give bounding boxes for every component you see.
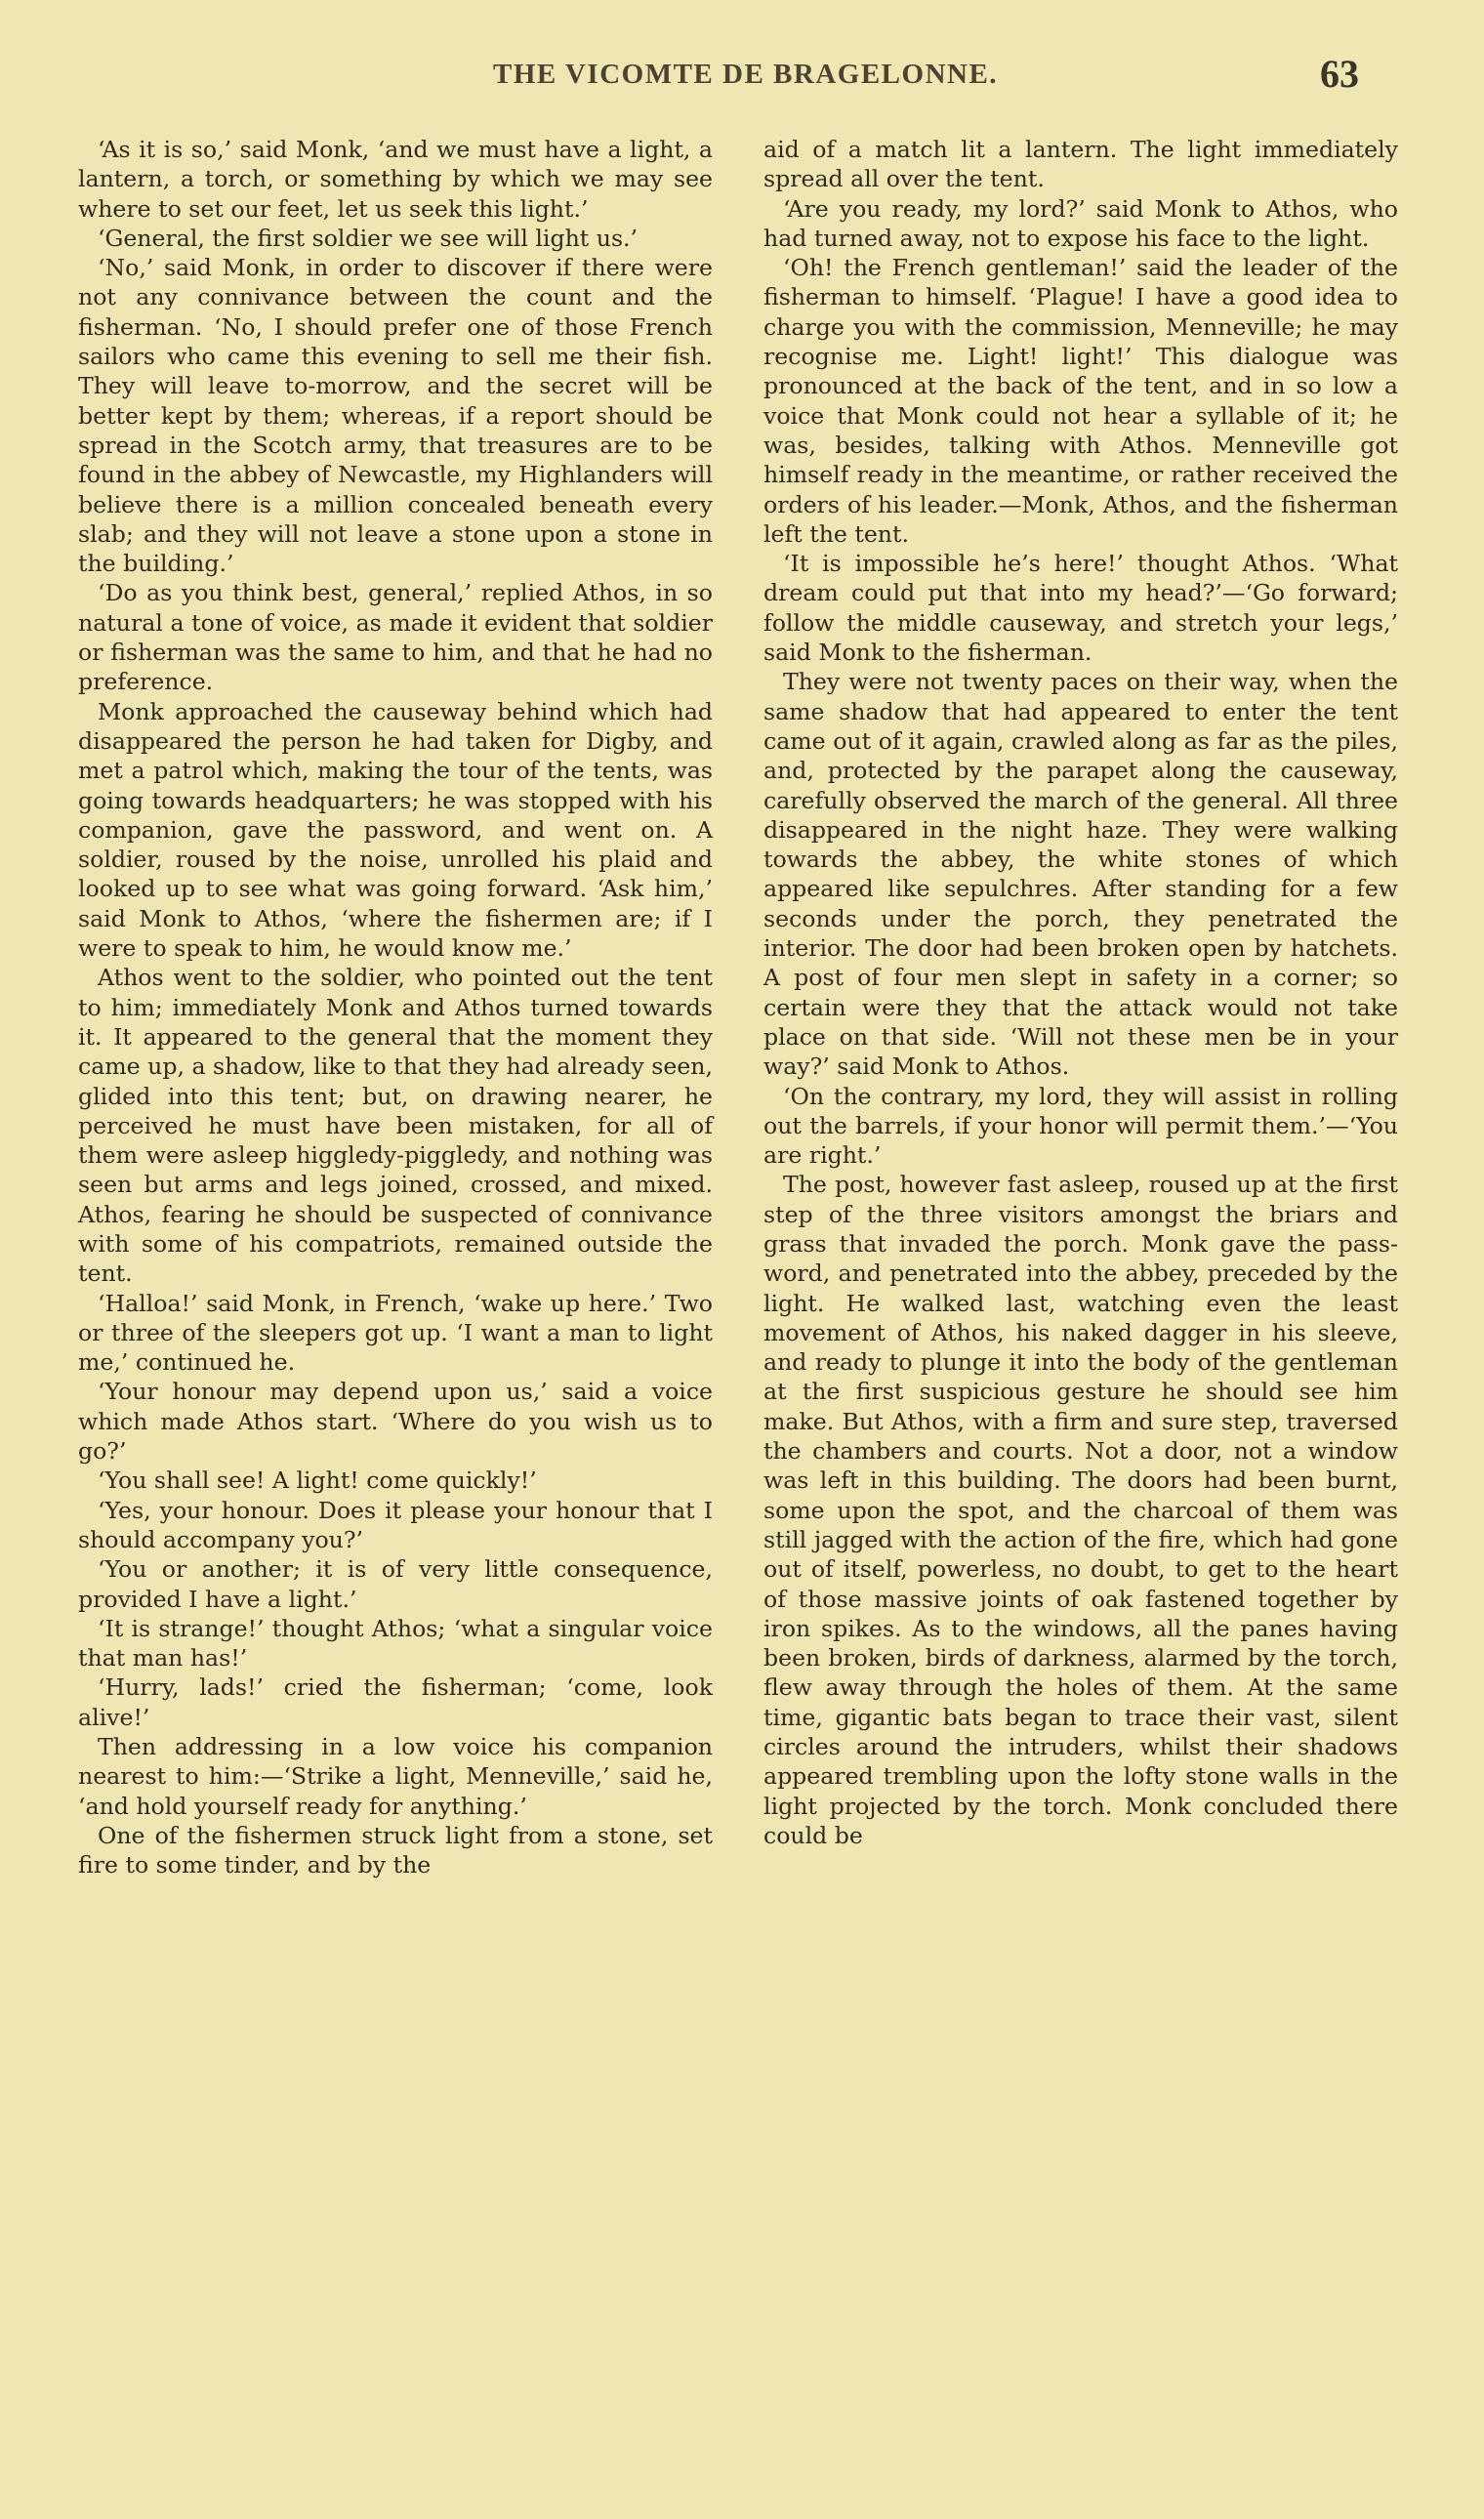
paragraph: ‘You shall see! A light! come quickly!’ — [98, 1466, 537, 1495]
paragraph: Monk approached the causeway behind which had disappeared the person he had taken for Digby, and met a patrol which, making the tour of the tents, was going towards headquarters; he was stopped with his companion, gave the password, and went on. A soldier, roused by the noise, unrolled his plaid and looked up to see what was going forward. ‘Ask him,’ said Monk to Athos, ‘where the fishermen are; if I were to speak to him, he would know me.’ — [78, 697, 713, 963]
page-header — [0, 51, 1484, 98]
paragraph: ‘Do as you think best, general,’ replied Athos, in so natural a tone of voice, as made it evident that soldier or fisherman was the same to him, and that he had no preference. — [78, 579, 713, 696]
paragraph: ‘No,’ said Monk, in order to discover if there were not any connivance between the count and the fisherman. ‘No, I should prefer one of those French sailors who came this evening to sell me their fish. They will leave to-morrow, and the secret will be better kept by them; whereas, if a report should be spread in the Scotch army, that treasures are to be found in the abbey of Newcastle, my Highlanders will believe there is a million concealed beneath every slab; and they will not leave a stone upon a stone in the building.’ — [78, 254, 713, 578]
paragraph: ‘Yes, your honour. Does it please your honour that I should accompany you?’ — [78, 1496, 713, 1553]
paragraph: One of the fishermen struck light from a stone, set fire to some tinder, and by the — [78, 1821, 713, 1879]
paragraph: Athos went to the soldier, who pointed out the tent to him; immediately Monk and Athos turned towards it. It appeared to the general that the moment they came up, a shadow, like to that they had already seen, glided into this tent; but, on drawing nearer, he perceived he must have been mistaken, for all of them were asleep higgledy-piggledy, and nothing was seen but arms and legs joined, crossed, and mixed. Athos, fearing he should be suspected of connivance with some of his compatriots, remained outside the tent. — [78, 964, 713, 1288]
paragraph: ‘Hurry, lads!’ cried the fisherman; ‘come, look alive!’ — [78, 1673, 713, 1731]
paragraph: ‘It is impossible he’s here!’ thought Athos. ‘What dream could put that into my head?’—‘Go forward; follow the middle causeway, and stretch your legs,’ said Monk to the fisherman. — [763, 550, 1398, 667]
paragraph: ‘It is strange!’ thought Athos; ‘what a singular voice that man has!’ — [78, 1614, 713, 1672]
paragraph: The post, however fast asleep, roused up at the first step of the three visitors amongst the briars and grass that invaded the porch. Monk gave the pass-word, and penetrated into the abbey, preceded by the light. He walked last, watching even the least movement of Athos, his naked dagger in his sleeve, and ready to plunge it into the body of the gentleman at the first suspicious gesture he should see him make. But Athos, with a firm and sure step, traversed the chambers and courts. Not a door, not a window was left in this building. The doors had been burnt, some upon the spot, and the charcoal of them was still jagged with the action of the fire, which had gone out of itself, powerless, no doubt, to get to the heart of those massive joints of oak fastened together by iron spikes. As to the windows, all the panes having been broken, birds of darkness, alarmed by the torch, flew away through the holes of them. At the same time, gigantic bats began to trace their vast, silent circles around the intruders, whilst their shadows appeared trembling upon the lofty stone walls in the light projected by the torch. Monk concluded there could be — [763, 1171, 1398, 1849]
paragraph: ‘You or another; it is of very little consequence, provided I have a light.’ — [78, 1555, 713, 1613]
paragraph: ‘As it is so,’ said Monk, ‘and we must have a light, a lantern, a torch, or something by which we may see where to set our feet, let us seek this light.’ — [78, 136, 713, 223]
paragraph: ‘Halloa!’ said Monk, in French, ‘wake up here.’ Two or three of the sleepers got up. ‘I want a man to light me,’ continued he. — [78, 1289, 713, 1377]
running-title: THE VICOMTE DE BRAGELONNE. — [493, 59, 999, 90]
paragraph: ‘Oh! the French gentleman!’ said the leader of the fisherman to himself. ‘Plague! I have a good idea to charge you with the commission, Menneville; he may recognise me. Light! light!’ This dialogue was pronounced at the back of the tent, and in so low a voice that Monk could not hear a syllable of it; he was, besides, talking with Athos. Menneville got himself ready in the meantime, or rather received the orders of his leader.—Monk, Athos, and the fisherman left the tent. — [763, 254, 1398, 548]
page-number: 63 — [1320, 52, 1359, 96]
paragraph: aid of a match lit a lantern. The light immediately spread all over the tent. — [763, 136, 1398, 193]
left-column — [78, 135, 713, 1880]
paragraph: ‘Are you ready, my lord?’ said Monk to Athos, who had turned away, not to expose his face to the light. — [763, 194, 1398, 252]
paragraph: ‘Your honour may depend upon us,’ said a voice which made Athos start. ‘Where do you wish us to go?’ — [78, 1378, 713, 1466]
paragraph: ‘General, the first soldier we see will light us.’ — [98, 224, 639, 252]
right-column — [763, 135, 1398, 1850]
paragraph: Then addressing in a low voice his companion nearest to him:—‘Strike a light, Menneville,’ said he, ‘and hold yourself ready for anything.’ — [78, 1733, 713, 1820]
paragraph: They were not twenty paces on their way, when the same shadow that had appeared to enter the tent came out of it again, crawled along as far as the piles, and, protected by the parapet along the causeway, carefully observed the march of the general. All three disappeared in the night haze. They were walking towards the abbey, the white stones of which appeared like sepulchres. After standing for a few seconds under the porch, they penetrated the interior. The door had been broken open by hatchets. A post of four men slept in safety in a corner; so certain were they that the attack would not take place on that side. ‘Will not these men be in your way?’ said Monk to Athos. — [763, 668, 1398, 1081]
paragraph: ‘On the contrary, my lord, they will assist in rolling out the barrels, if your honor will permit them.’—‘You are right.’ — [763, 1082, 1398, 1170]
